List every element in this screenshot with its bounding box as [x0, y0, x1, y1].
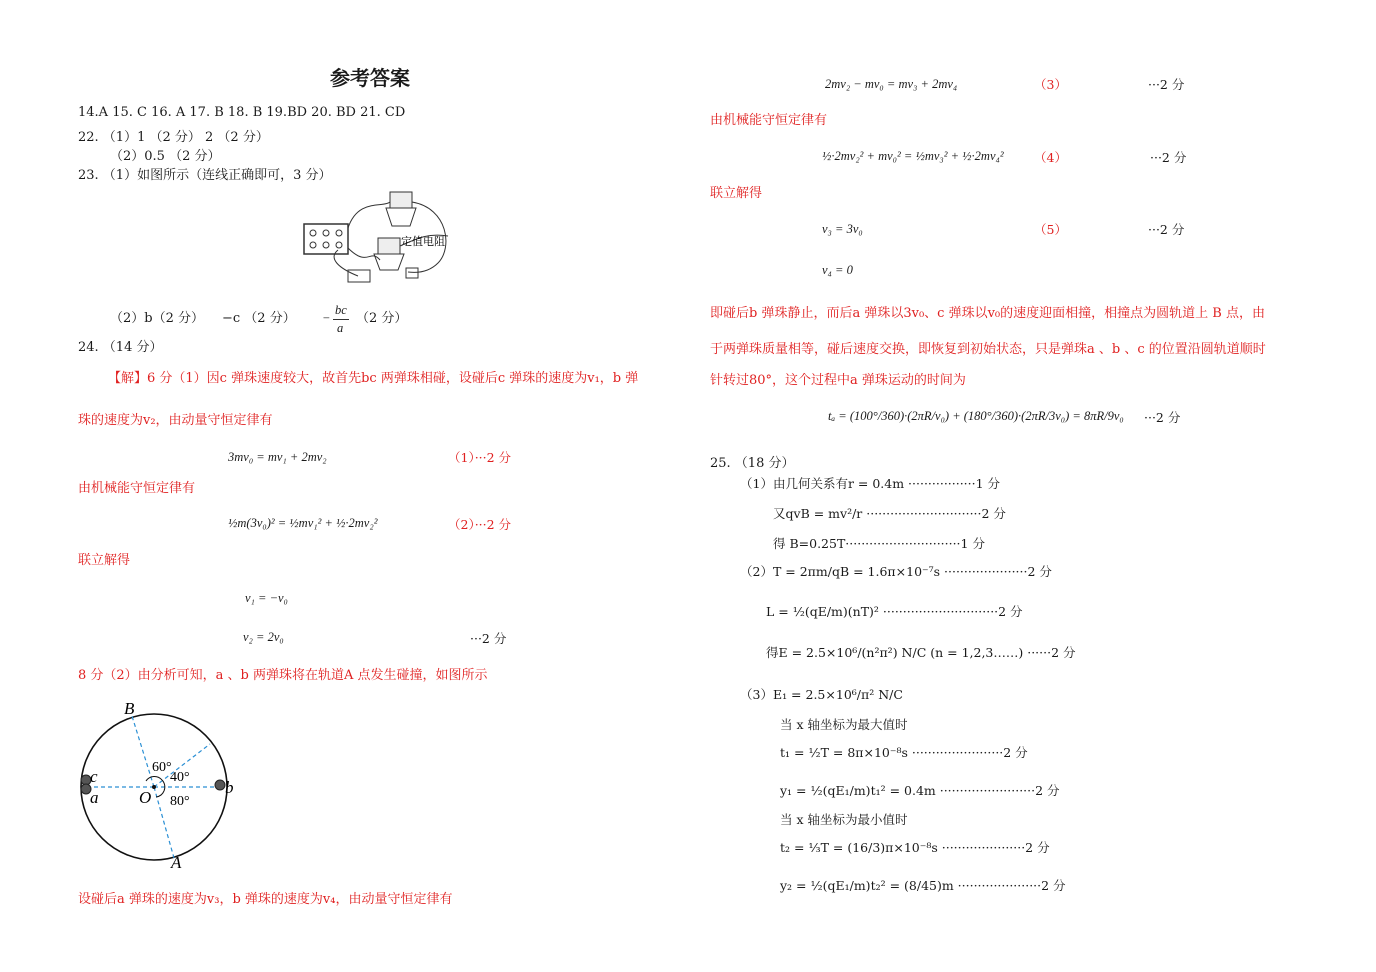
page-title: 参考答案	[330, 66, 410, 90]
equation-7-points: ···2 分	[1148, 222, 1185, 237]
equation-5: 2mv₂ − mv₀ = mv₃ + 2mv₄	[825, 77, 958, 91]
paragraph-line1: 即碰后b 弹珠静止，而后a 弹珠以3v₀、c 弹珠以v₀的速度迎面相撞，相撞点为圆轨道上 B 点，由	[710, 306, 1265, 321]
q23-line1: 23. （1）如图所示（连线正确即可，3 分）	[78, 168, 332, 183]
q25-line13: y₂ = ½(qE₁/m)t₂² = (8/45)m ·····················2 分	[780, 878, 1066, 893]
q25-line5: L = ½(qE/m)(nT)² ·····························2 分	[766, 604, 1023, 619]
label-a: a	[90, 788, 99, 807]
equation-9-points: ···2 分	[1144, 410, 1181, 425]
q25-heading: 25. （18 分）	[710, 456, 795, 471]
right-solve-label: 联立解得	[710, 186, 763, 201]
equation-8: v₄ = 0	[822, 263, 853, 277]
equation-7-tag: （5）	[1034, 222, 1067, 237]
angle-40: 40°	[170, 770, 190, 785]
equation-2-tag: （2）···2 分	[448, 517, 512, 532]
paragraph-line2: 于两弹珠质量相等，碰后速度交换，即恢复到初始状态，只是弹珠a 、b 、c 的位置沿圆轨道顺时	[710, 342, 1266, 357]
equation-6-tag: （4）	[1034, 150, 1067, 165]
solve-label: 联立解得	[78, 553, 131, 568]
q25-line2: 又qvB = mv²/r ·····························2 分	[773, 506, 1006, 521]
equation-6: ½·2mv₂² + mv₀² = ½mv₃² + ½·2mv₄²	[822, 149, 1004, 163]
q23-fraction-num: bc	[333, 303, 349, 320]
point-A-label: A	[171, 853, 182, 872]
equation-5-tag: （3）	[1034, 77, 1067, 92]
q24-heading: 24. （14 分）	[78, 340, 163, 355]
point-B-label: B	[124, 699, 135, 718]
equation-1-tag: （1）···2 分	[448, 450, 512, 465]
paragraph-line3: 针转过80°，这个过程中a 弹珠运动的时间为	[710, 373, 966, 388]
equation-2: ½m(3v₀)² = ½mv₁² + ½·2mv₂²	[228, 516, 378, 530]
circuit-diagram	[298, 188, 456, 288]
q23-part2a: （2）b（2 分）	[110, 311, 204, 326]
q25-line1: （1）由几何关系有r = 0.4m ·················1 分	[740, 476, 1001, 491]
q23-fraction-sign: −	[322, 311, 331, 325]
equation-5-points: ···2 分	[1148, 77, 1185, 92]
equation-4-points: ···2 分	[470, 631, 507, 646]
equation-4: v₂ = 2v₀	[243, 630, 284, 644]
right-mech-energy-label: 由机械能守恒定律有	[710, 113, 828, 128]
equation-1: 3mv₀ = mv₁ + 2mv₂	[228, 450, 327, 464]
q25-line3: 得 B=0.25T·····························1 分	[773, 536, 985, 551]
q22-line2: （2）0.5 （2 分）	[110, 149, 221, 164]
point-O-label: O	[139, 788, 152, 807]
part2-text: 8 分（2）由分析可知，a 、b 两弹珠将在轨道A 点发生碰撞，如图所示	[78, 668, 488, 683]
q23-part2b: −c （2 分）	[222, 311, 296, 326]
solution-line2: 珠的速度为v₂，由动量守恒定律有	[78, 413, 273, 428]
q22-line1: 22. （1）1 （2 分） 2 （2 分）	[78, 130, 269, 145]
q25-line8: 当 x 轴坐标为最大值时	[780, 717, 908, 732]
q23-fraction-den: a	[337, 321, 344, 335]
q25-line9: t₁ = ½T = 8π×10⁻⁸s ·······················2 分	[780, 745, 1028, 760]
q25-line7: （3）E₁ = 2.5×10⁶/π² N/C	[740, 687, 903, 702]
q23-fraction-points: （2 分）	[356, 311, 408, 326]
equation-6-points: ···2 分	[1150, 150, 1187, 165]
equation-7: v₃ = 3v₀	[822, 222, 863, 236]
label-c: c	[90, 767, 98, 786]
q25-line11: 当 x 轴坐标为最小值时	[780, 812, 908, 827]
solution-line1: 【解】6 分（1）因c 弹珠速度较大，故首先bc 两弹珠相碰，设碰后c 弹珠的速度为v₁，b 弹	[108, 371, 639, 386]
circuit-label: 定值电阻	[401, 236, 445, 248]
q25-line4: （2）T = 2πm/qB = 1.6π×10⁻⁷s ·····················2 分	[740, 564, 1052, 579]
equation-3: v₁ = −v₀	[245, 591, 288, 605]
q25-line6: 得E = 2.5×10⁶/(n²π²) N/C (n = 1,2,3……) ······2 分	[766, 645, 1076, 660]
last-left-line: 设碰后a 弹珠的速度为v₃，b 弹珠的速度为v₄，由动量守恒定律有	[78, 892, 453, 907]
q25-line12: t₂ = ⅓T = (16/3)π×10⁻⁸s ·····················2 分	[780, 840, 1050, 855]
mech-energy-label: 由机械能守恒定律有	[78, 481, 196, 496]
equation-9: tₐ = (100°/360)·(2πR/v₀) + (180°/360)·(2πR/3v₀) = 8πR/9v₀	[828, 409, 1124, 423]
orbit-diagram	[76, 696, 246, 874]
q25-line10: y₁ = ½(qE₁/m)t₁² = 0.4m ························2 分	[780, 783, 1060, 798]
angle-60: 60°	[152, 760, 172, 775]
angle-80: 80°	[170, 794, 190, 809]
mc-answers: 14.A 15. C 16. A 17. B 18. B 19.BD 20. BD 21. CD	[78, 105, 406, 120]
ball-b	[215, 780, 225, 790]
label-b: b	[225, 778, 234, 797]
